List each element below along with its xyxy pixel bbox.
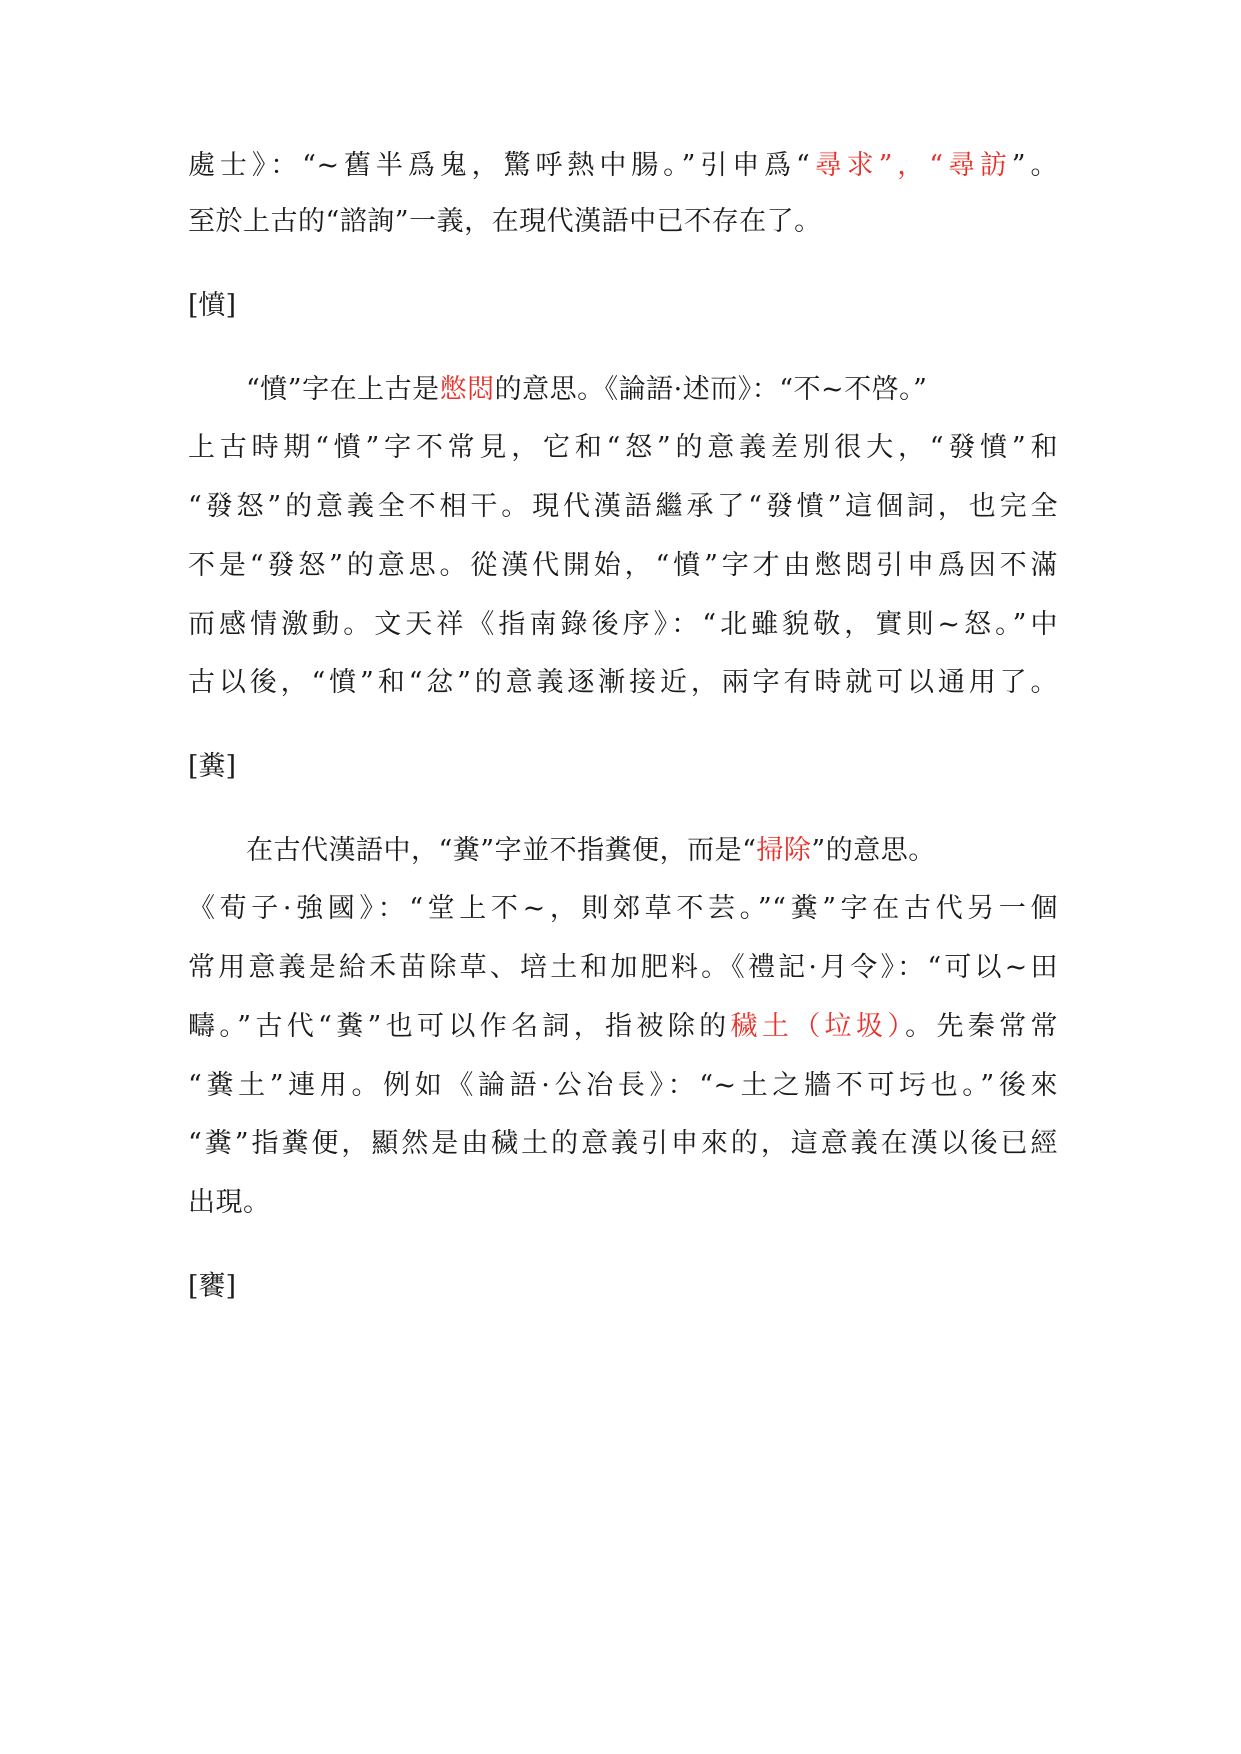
text-line: 古以後，“憤”和“忿”的意義逐漸接近，兩字有時就可以通用了。 [188,667,1058,698]
text-run: 在古代漢語中，“糞”字並不指糞便，而是“ [246,835,757,866]
text-line: 出現。 [188,1187,271,1218]
highlighted-term: 尋求”，“尋訪 [810,150,1012,181]
text-line: 上古時期“憤”字不常見，它和“怒”的意義差別很大，“發憤”和 [188,432,1058,463]
text-run: ”。 [1011,150,1058,181]
text-run: 疇。”古代“糞”也可以作名詞，指被除的 [188,1011,731,1042]
text-run: 的意思。《論語·述而》：“不~不啓。” [494,374,928,405]
entry-heading-fen: [憤] [188,290,237,321]
text-line: 不是“發怒”的意思。從漢代開始，“憤”字才由憋悶引申爲因不滿 [188,550,1058,581]
entry-heading-yong: [饔] [188,1271,237,1302]
text-run: “憤”字在上古是 [246,374,440,405]
text-run: 。先秦常常 [905,1011,1058,1042]
text-line: “發怒”的意義全不相干。現代漢語繼承了“發憤”這個詞，也完全 [188,491,1058,522]
text-line [188,1007,1058,1047]
text-line: 常用意義是給禾苗除草、培土和加肥料。《禮記·月令》：“可以~田 [188,952,1058,983]
text-line: 至於上古的“諮詢”一義，在現代漢語中已不存在了。 [188,206,822,237]
text-line: “糞土”連用。例如《論語·公冶長》：“~土之牆不可圬也。”後來 [188,1070,1058,1101]
highlighted-term: 穢土（垃圾） [730,1011,906,1042]
highlighted-term: 憋悶 [439,374,495,405]
text-run: 處士》：“~舊半爲鬼，驚呼熱中腸。”引申爲“ [188,150,811,181]
text-line [188,146,1058,186]
text-line [246,370,1058,410]
highlighted-term: 掃除 [756,835,812,866]
text-line: “糞”指糞便，顯然是由穢土的意義引申來的，這意義在漢以後已經 [188,1128,1058,1159]
text-line: 《荀子·強國》：“堂上不~，則郊草不芸。”“糞”字在古代另一個 [188,893,1058,924]
text-run: ”的意思。 [811,835,936,866]
text-line: 而感情激動。文天祥《指南錄後序》：“北雖貌敬，實則~怒。”中 [188,609,1058,640]
entry-heading-fen2: [糞] [188,751,237,782]
text-line [246,831,1058,871]
